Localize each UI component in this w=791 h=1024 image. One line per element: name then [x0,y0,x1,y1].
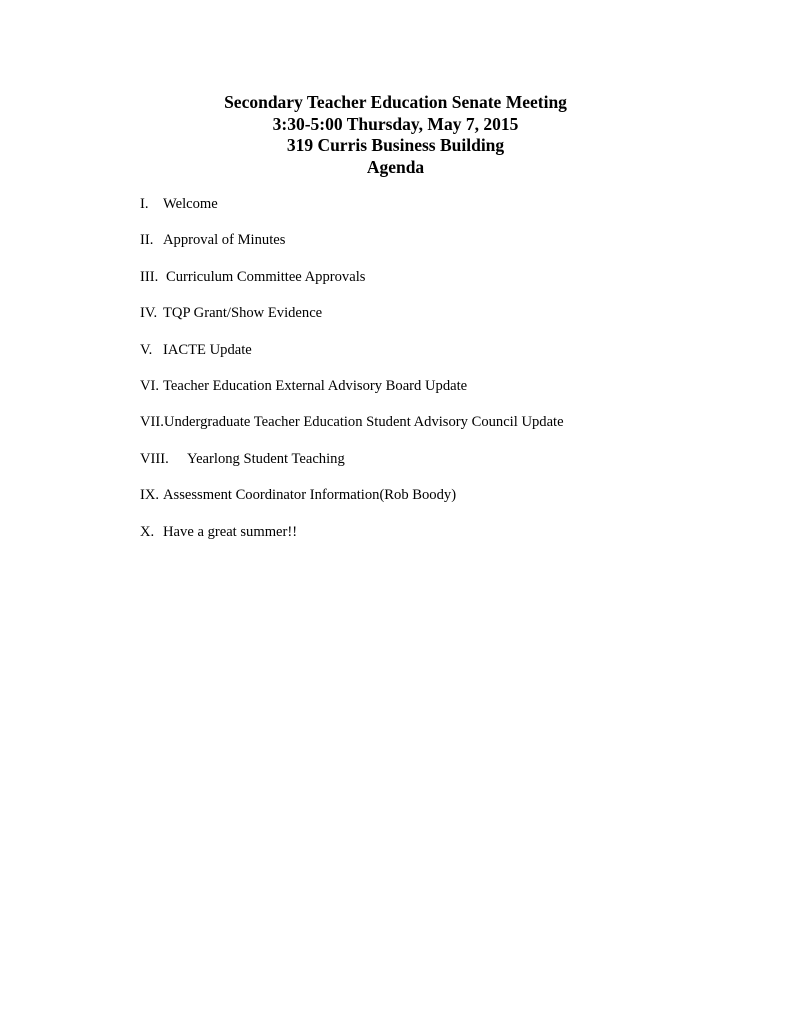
agenda-item [140,231,760,249]
agenda-item-text: Welcome [163,196,218,212]
agenda-item-text: Yearlong Student Teaching [187,450,345,467]
agenda-item-text: Curriculum Committee Approvals [166,268,366,285]
agenda-item-number: IX. [140,487,160,504]
agenda-item-text: Teacher Education External Advisory Board Update [163,377,468,394]
agenda-item-number: X. [140,523,155,540]
agenda-item-text: Have a great summer!! [163,523,298,540]
agenda-item-text: Approval of Minutes [163,232,286,249]
meeting-location: 319 Curris Business Building [286,135,505,155]
agenda-item-number: VIII. [140,450,169,467]
agenda-list [140,195,760,559]
meeting-title: Secondary Teacher Education Senate Meeting [224,92,567,112]
agenda-item [140,268,760,286]
document-header [0,92,791,178]
agenda-item [140,195,760,213]
agenda-item [140,377,760,395]
agenda-item [140,341,760,359]
agenda-item-number: II. [140,232,154,249]
agenda-item [140,413,760,431]
meeting-time: 3:30-5:00 Thursday, May 7, 2015 [272,113,519,134]
agenda-item [140,304,760,322]
agenda-item-text: IACTE Update [163,341,252,358]
agenda-item-text: TQP Grant/Show Evidence [163,305,323,322]
agenda-heading: Agenda [366,156,425,177]
agenda-item [140,486,760,504]
agenda-item-number: I. [140,196,149,212]
agenda-item-number: V. [140,341,153,358]
agenda-item-text: Assessment Coordinator Information(Rob Boody) [163,487,457,504]
agenda-item-number: IV. [140,305,158,322]
agenda-item-number: VI. [140,377,160,394]
agenda-item-number: III. [140,268,159,285]
agenda-item [140,450,760,468]
agenda-item-text: Undergraduate Teacher Education Student Advisory Council Update [163,414,564,431]
agenda-item [140,523,760,541]
agenda-item-number: VII. [140,414,164,431]
